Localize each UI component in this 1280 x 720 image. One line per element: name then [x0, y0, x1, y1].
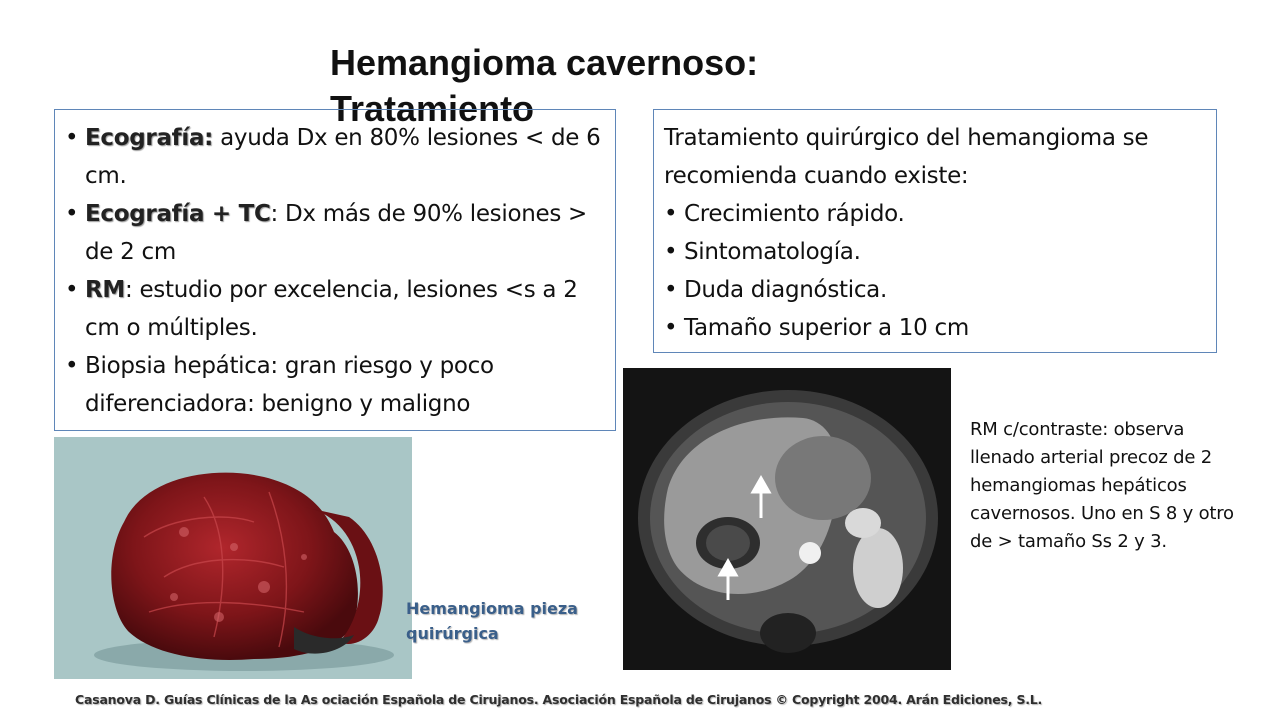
indication-item [654, 233, 1204, 271]
indication-item [654, 309, 1204, 347]
bullet-icon: • [65, 201, 79, 227]
bullet-icon: • [65, 353, 79, 379]
bullet-icon: • [664, 277, 678, 303]
surgery-indications-box [653, 109, 1217, 353]
diagnosis-item-term: Ecografía + TC [85, 201, 271, 227]
indication-text: Duda diagnóstica. [684, 277, 887, 303]
bullet-icon: • [664, 201, 678, 227]
surgical-photo-caption: Hemangioma pieza quirúrgica [406, 599, 578, 643]
citation: Casanova D. Guías Clínicas de la As ociación Española de Cirujanos. Asociación Española de Cirujanos © Copyright 2004. Arán Ediciones, S.L. [75, 692, 1043, 707]
surgery-intro: Tratamiento quirúrgico del hemangioma se recomienda cuando existe: [664, 125, 1149, 189]
indication-item [654, 271, 1204, 309]
diagnosis-item-text: : Dx más de 90% lesiones > de 2 cm [85, 201, 588, 265]
mri-caption: RM c/contraste: observa llenado arterial precoz de 2 hemangiomas hepáticos cavernosos. Uno en S 8 y otro de > tamaño Ss 2 y 3. [970, 419, 1234, 552]
bullet-icon: • [664, 239, 678, 265]
bullet-icon: • [65, 277, 79, 303]
indication-text: Tamaño superior a 10 cm [684, 315, 969, 341]
indications-list [654, 195, 1204, 347]
mri-image [623, 368, 951, 670]
bullet-icon: • [65, 125, 79, 151]
diagnosis-item-term: RM [85, 277, 125, 303]
indication-text: Crecimiento rápido. [684, 201, 905, 227]
diagnosis-item [55, 347, 603, 423]
diagnosis-item-term: Ecografía: [85, 125, 214, 151]
diagnosis-item-text: Biopsia hepática: gran riesgo y poco diferenciadora: benigno y maligno [85, 353, 494, 417]
surgical-specimen-photo [54, 437, 412, 679]
mri-illustration [623, 368, 951, 670]
diagnosis-item-text: : estudio por excelencia, lesiones <s a 2 cm o múltiples. [85, 277, 578, 341]
surgical-specimen-illustration [54, 437, 412, 679]
bullet-icon: • [664, 315, 678, 341]
slide-title: Hemangioma cavernoso: Tratamiento [330, 42, 759, 129]
indication-text: Sintomatología. [684, 239, 861, 265]
diagnosis-item [55, 271, 603, 347]
indication-item [654, 195, 1204, 233]
diagnosis-item-text: ayuda Dx en 80% lesiones < de 6 cm. [85, 125, 601, 189]
diagnosis-item [55, 119, 603, 195]
diagnosis-list [55, 119, 603, 423]
diagnosis-box [54, 109, 616, 431]
diagnosis-item [55, 195, 603, 271]
